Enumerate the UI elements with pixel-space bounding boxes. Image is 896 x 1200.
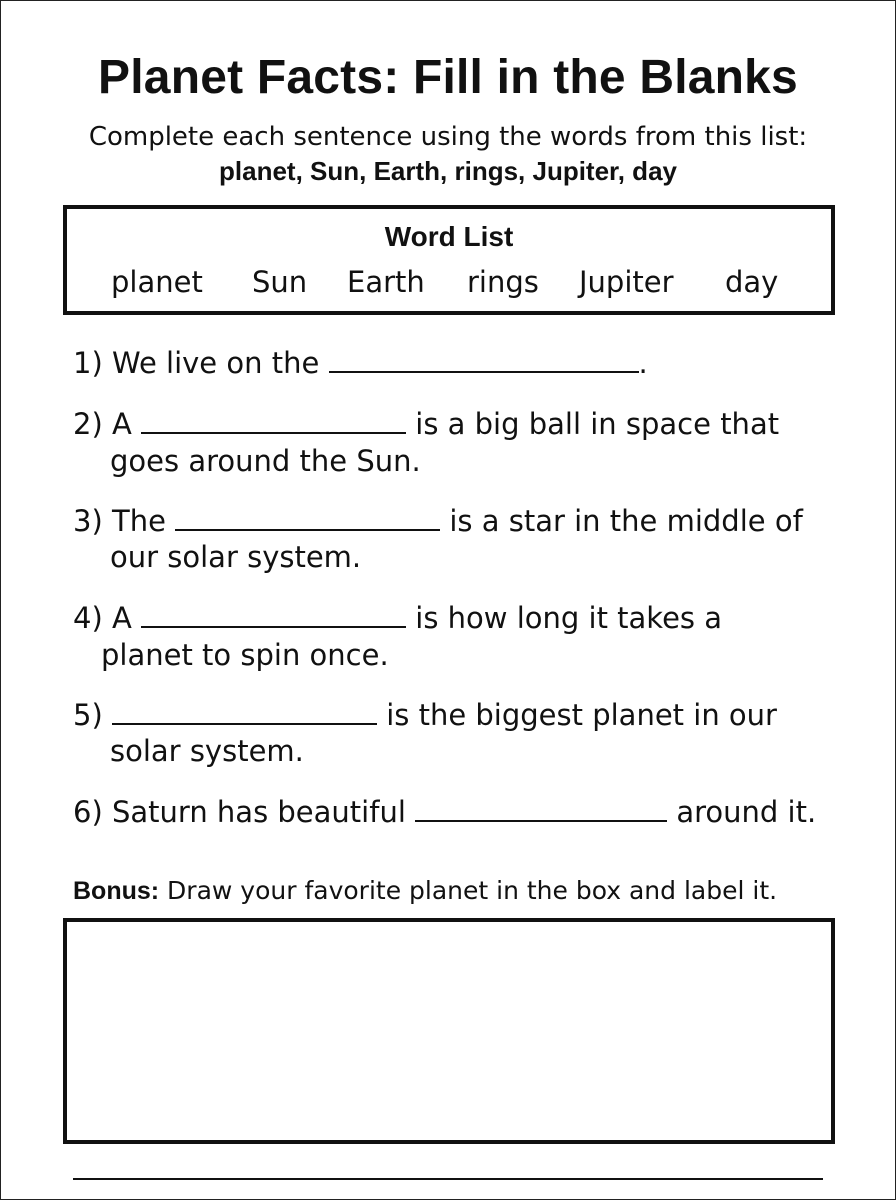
question-number: 2) <box>73 407 103 441</box>
question-5-continued: solar system. <box>110 734 304 768</box>
word-rings: rings <box>467 265 539 299</box>
word-list-box <box>63 205 835 315</box>
question-1 <box>73 343 648 382</box>
drawing-box[interactable] <box>63 918 835 1144</box>
question-6 <box>73 792 816 831</box>
instructions-text: Complete each sentence using the words from this list: <box>88 122 808 152</box>
question-3-continued: our solar system. <box>110 540 362 574</box>
question-text-after: is a big ball in space that <box>415 407 780 441</box>
page-title: Planet Facts: Fill in the Blanks <box>98 51 798 104</box>
question-text-after: is how long it takes a <box>415 601 723 635</box>
word-earth: Earth <box>347 265 425 299</box>
question-text-before: A <box>111 601 132 635</box>
bonus-text: Draw your favorite planet in the box and label it. <box>159 876 778 905</box>
question-text-after: is a star in the middle of <box>449 504 803 538</box>
word-day: day <box>725 265 779 299</box>
answer-blank-2[interactable] <box>141 404 406 434</box>
question-4-continued: planet to spin once. <box>101 638 389 672</box>
bonus-label: Bonus: <box>73 877 160 905</box>
question-text-before: We live on the <box>111 346 320 380</box>
bonus-instruction <box>73 876 777 906</box>
word-jupiter: Jupiter <box>579 265 674 299</box>
question-2 <box>73 404 779 443</box>
question-text-after: . <box>638 346 648 380</box>
question-5 <box>73 695 777 734</box>
answer-blank-4[interactable] <box>141 598 406 628</box>
question-number: 6) <box>73 795 103 829</box>
word-planet: planet <box>111 265 203 299</box>
answer-blank-3[interactable] <box>175 501 440 531</box>
question-2-continued: goes around the Sun. <box>110 444 421 478</box>
question-text-before: Saturn has beautiful <box>111 795 406 829</box>
instructions <box>0 120 896 188</box>
question-4 <box>73 598 722 637</box>
instructions-word-list: planet, Sun, Earth, rings, Jupiter, day <box>219 156 677 186</box>
word-sun: Sun <box>252 265 308 299</box>
answer-blank-1[interactable] <box>329 343 639 373</box>
question-text-before: The <box>111 504 166 538</box>
question-text-before: A <box>111 407 132 441</box>
question-number: 4) <box>73 601 103 635</box>
question-number: 3) <box>73 504 103 538</box>
word-list-heading: Word List <box>384 221 514 252</box>
answer-blank-5[interactable] <box>112 695 377 725</box>
question-3 <box>73 501 803 540</box>
question-number: 5) <box>73 698 103 732</box>
question-text-after: is the biggest planet in our <box>386 698 777 732</box>
question-text-after: around it. <box>676 795 817 829</box>
question-number: 1) <box>73 346 103 380</box>
label-line[interactable] <box>73 1178 823 1180</box>
answer-blank-6[interactable] <box>415 792 667 822</box>
